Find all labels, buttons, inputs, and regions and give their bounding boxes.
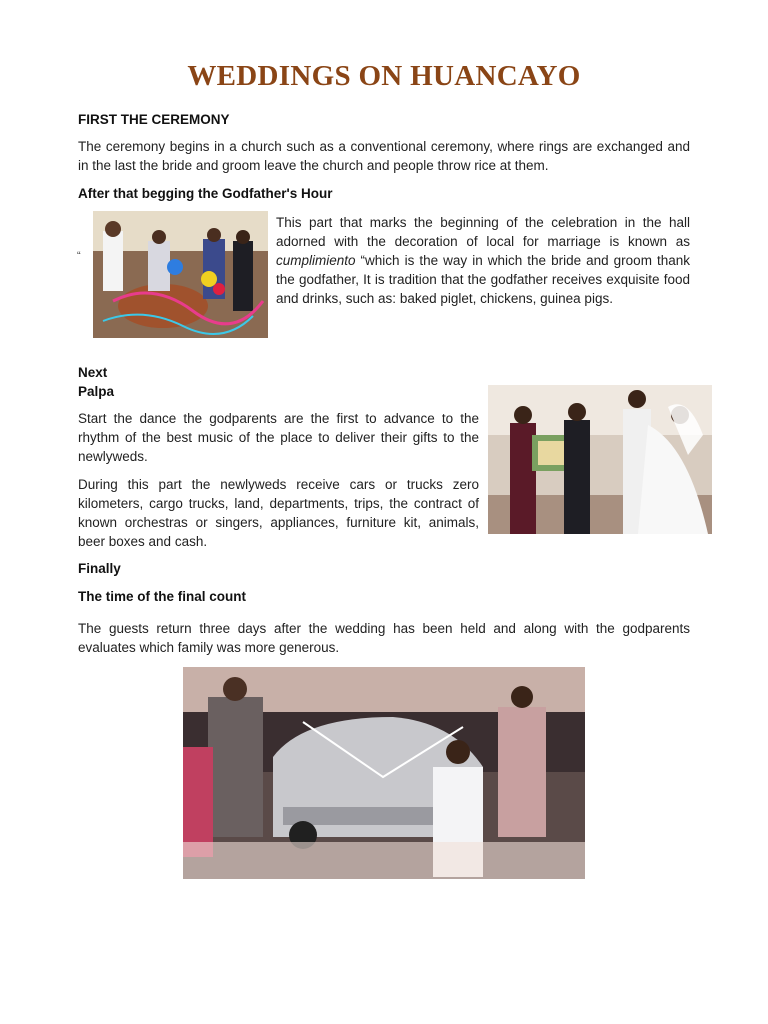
palpa-paragraph-2: During this part the newlyweds receive cars or trucks zero kilometers, cargo trucks, land, departments, trips, the contract of known orchestras or singers, appliances, furniture kit, animals, beer boxes and cash. — [78, 477, 479, 549]
quote-mark: “ — [77, 250, 81, 262]
next-label: Next — [78, 365, 108, 380]
cumplimiento-term: cumplimiento — [276, 253, 356, 268]
newlyweds-receiving-gift-photo — [488, 385, 712, 534]
final-count-heading: The time of the final count — [78, 589, 246, 604]
godfather-text-after: “which is the way in which the bride and groom thank the godfather, It is tradition that the godfather receives exquisite food and drinks, such as: baked piglet, chickens, guinea pigs. — [276, 253, 690, 306]
car-gift-celebration-photo — [183, 667, 585, 879]
godfather-heading: After that begging the Godfather's Hour — [78, 186, 333, 201]
palpa-paragraph-1: Start the dance the godparents are the first to advance to the rhythm of the best music of the place to deliver their gifts to the newlyweds. — [78, 411, 479, 464]
godfather-text-before: This part that marks the beginning of the celebration in the hall adorned with the decoration of local for marriage is known as — [276, 215, 690, 249]
finally-label: Finally — [78, 561, 121, 576]
page-title: WEDDINGS ON HUANCAYO — [187, 60, 581, 92]
palpa-heading: Palpa — [78, 384, 115, 399]
final-paragraph: The guests return three days after the wedding has been held and along with the godparents evaluates which family was more generous. — [78, 621, 690, 655]
festive-celebration-photo — [93, 211, 268, 338]
ceremony-heading: FIRST THE CEREMONY — [78, 112, 230, 127]
ceremony-paragraph: The ceremony begins in a church such as a conventional ceremony, where rings are exchanged and in the last the bride and groom leave the church and people throw rice at them. — [78, 139, 690, 173]
godfather-paragraph — [276, 213, 690, 308]
